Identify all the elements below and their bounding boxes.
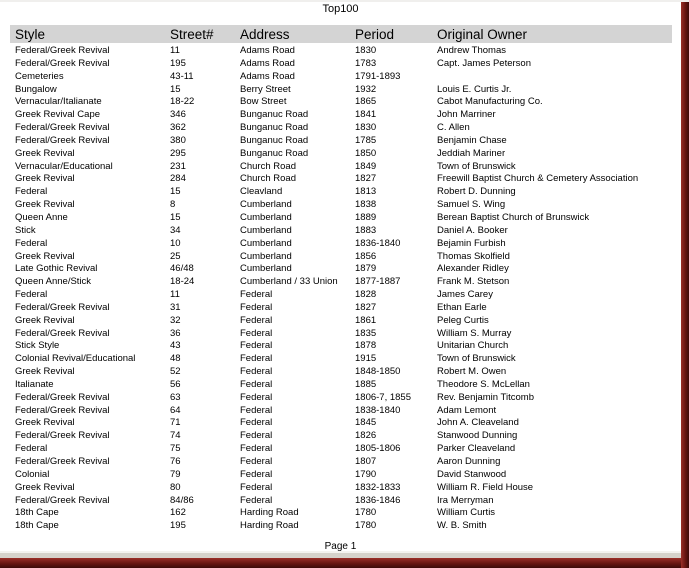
table-row <box>0 302 681 315</box>
cell-period: 1838-1840 <box>355 404 401 416</box>
table-row <box>0 45 681 58</box>
cell-period: 1836-1846 <box>355 494 401 506</box>
cell-period: 1883 <box>355 224 377 236</box>
cell-address: Federal <box>240 378 273 390</box>
cell-style: Queen Anne <box>15 211 68 223</box>
table-row <box>0 379 681 392</box>
cell-street-number: 18-22 <box>170 96 195 108</box>
cell-street-number: 74 <box>170 430 181 442</box>
cell-period: 1845 <box>355 417 377 429</box>
cell-style: Federal/Greek Revival <box>15 430 110 442</box>
cell-period: 1827 <box>355 173 377 185</box>
cell-style: Stick Style <box>15 340 60 352</box>
cell-original-owner: Aaron Dunning <box>437 456 501 467</box>
cell-original-owner: Samuel S. Wing <box>437 199 506 211</box>
cell-period: 1827 <box>355 301 377 313</box>
cell-style: Greek Revival Cape <box>15 109 101 121</box>
cell-period: 1780 <box>355 520 377 532</box>
cell-street-number: 380 <box>170 134 186 146</box>
cell-address: Federal <box>240 366 273 378</box>
cell-style: Colonial <box>15 468 50 480</box>
cell-style: Federal <box>15 186 48 198</box>
cell-original-owner: Ira Merryman <box>437 494 494 506</box>
cell-address: Federal <box>240 456 273 467</box>
table-row <box>0 148 681 161</box>
cell-style: Federal/Greek Revival <box>15 391 110 403</box>
cell-original-owner: Benjamin Chase <box>437 134 507 146</box>
cell-period: 1791-1893 <box>355 70 401 82</box>
cell-period: 1826 <box>355 430 377 442</box>
cell-original-owner: Cabot Manufacturing Co. <box>437 96 543 108</box>
cell-address: Cumberland <box>240 199 292 211</box>
table-row <box>0 353 681 366</box>
cell-style: Federal <box>15 443 48 455</box>
cell-original-owner: Town of Brunswick <box>437 160 516 172</box>
cell-style: 18th Cape <box>15 507 59 519</box>
window-top-edge <box>0 0 689 2</box>
cell-address: Cleavland <box>240 186 283 198</box>
cell-address: Federal <box>240 468 273 480</box>
table-row <box>0 135 681 148</box>
cell-period: 1877-1887 <box>355 276 401 288</box>
cell-style: Federal/Greek Revival <box>15 57 110 69</box>
table-row <box>0 328 681 341</box>
cell-period: 1879 <box>355 263 377 275</box>
cell-period: 1828 <box>355 289 377 301</box>
cell-address: Cumberland <box>240 263 292 275</box>
cell-address: Cumberland <box>240 250 292 262</box>
cell-original-owner: C. Allen <box>437 122 470 134</box>
table-row <box>0 225 681 238</box>
cell-style: 18th Cape <box>15 520 59 532</box>
cell-period: 1830 <box>355 45 377 56</box>
cell-original-owner: William S. Murray <box>437 327 512 339</box>
cell-style: Federal/Greek Revival <box>15 404 110 416</box>
cell-original-owner <box>437 71 681 84</box>
cell-street-number: 231 <box>170 160 186 172</box>
cell-style: Italianate <box>15 378 54 390</box>
table-row <box>0 212 681 225</box>
cell-address: Federal <box>240 417 273 429</box>
cell-street-number: 8 <box>170 199 176 211</box>
table-row <box>0 507 681 520</box>
cell-period: 1832-1833 <box>355 481 401 493</box>
cell-style: Greek Revival <box>15 417 75 429</box>
cell-original-owner: Bejamin Furbish <box>437 237 506 249</box>
cell-street-number: 10 <box>170 237 181 249</box>
cell-original-owner: Jeddiah Mariner <box>437 147 506 159</box>
cell-original-owner: William R. Field House <box>437 481 534 493</box>
cell-address: Bunganuc Road <box>240 134 309 146</box>
table-row <box>0 96 681 109</box>
cell-style: Vernacular/Educational <box>15 160 113 172</box>
table-header <box>10 25 672 43</box>
cell-street-number: 362 <box>170 122 186 134</box>
cell-address: Federal <box>240 314 273 326</box>
cell-street-number: 162 <box>170 507 186 519</box>
cell-street-number: 79 <box>170 468 181 480</box>
cell-street-number: 11 <box>170 289 180 301</box>
table-row <box>0 276 681 289</box>
table-row <box>0 161 681 174</box>
cell-street-number: 195 <box>170 57 186 69</box>
cell-address: Cumberland <box>240 211 292 223</box>
table-row <box>0 58 681 71</box>
cell-address: Federal <box>240 443 273 455</box>
cell-style: Bungalow <box>15 83 57 95</box>
cell-address: Federal <box>240 391 273 403</box>
cell-street-number: 76 <box>170 456 181 467</box>
cell-period: 1889 <box>355 211 377 223</box>
cell-street-number: 25 <box>170 250 181 262</box>
table-row <box>0 469 681 482</box>
table-row <box>0 173 681 186</box>
cell-period: 1865 <box>355 96 377 108</box>
cell-period: 1790 <box>355 468 377 480</box>
cell-style: Colonial Revival/Educational <box>15 353 136 365</box>
cell-address: Bunganuc Road <box>240 109 309 121</box>
cell-street-number: 295 <box>170 147 186 159</box>
cell-address: Church Road <box>240 160 296 172</box>
cell-address: Federal <box>240 404 273 416</box>
table-row <box>0 186 681 199</box>
cell-street-number: 346 <box>170 109 186 121</box>
table-row <box>0 289 681 302</box>
cell-original-owner: Rev. Benjamin Titcomb <box>437 391 534 403</box>
cell-period: 1841 <box>355 109 377 121</box>
cell-period: 1861 <box>355 314 377 326</box>
cell-street-number: 284 <box>170 173 186 185</box>
cell-original-owner: Alexander Ridley <box>437 263 509 275</box>
cell-style: Greek Revival <box>15 481 75 493</box>
table-row <box>0 315 681 328</box>
cell-street-number: 46/48 <box>170 263 194 275</box>
cell-period: 1849 <box>355 160 377 172</box>
cell-street-number: 32 <box>170 314 181 326</box>
cell-street-number: 43-11 <box>170 70 194 82</box>
cell-style: Greek Revival <box>15 199 75 211</box>
window-frame-bottom <box>0 558 689 568</box>
table-row <box>0 340 681 353</box>
cell-style: Cemeteries <box>15 70 64 82</box>
table-row <box>0 443 681 456</box>
cell-style: Greek Revival <box>15 147 75 159</box>
cell-period: 1813 <box>355 186 377 198</box>
cell-style: Federal <box>15 237 48 249</box>
table-row <box>0 71 681 84</box>
cell-original-owner: Robert D. Dunning <box>437 186 516 198</box>
window-frame-right <box>681 0 689 568</box>
cell-style: Federal/Greek Revival <box>15 327 110 339</box>
table-row <box>0 430 681 443</box>
cell-style: Federal/Greek Revival <box>15 45 110 56</box>
table-row <box>0 366 681 379</box>
cell-address: Harding Road <box>240 520 299 532</box>
cell-address: Adams Road <box>240 45 295 56</box>
cell-style: Greek Revival <box>15 314 75 326</box>
page-footer: Page 1 <box>324 541 357 551</box>
cell-street-number: 48 <box>170 353 181 365</box>
cell-address: Berry Street <box>240 83 291 95</box>
cell-style: Federal/Greek Revival <box>15 122 110 134</box>
cell-style: Federal/Greek Revival <box>15 301 110 313</box>
cell-street-number: 56 <box>170 378 181 390</box>
cell-original-owner: James Carey <box>437 289 493 301</box>
cell-address: Federal <box>240 327 273 339</box>
table-row <box>0 109 681 122</box>
cell-original-owner: W. B. Smith <box>437 520 487 532</box>
cell-address: Federal <box>240 301 273 313</box>
cell-original-owner: William Curtis <box>437 507 496 519</box>
cell-period: 1780 <box>355 507 377 519</box>
cell-street-number: 64 <box>170 404 181 416</box>
cell-original-owner: John Marriner <box>437 109 496 121</box>
table-row <box>0 199 681 212</box>
cell-address: Adams Road <box>240 57 295 69</box>
table-row <box>0 495 681 508</box>
cell-address: Federal <box>240 494 273 506</box>
table-row <box>0 456 681 469</box>
cell-original-owner: Daniel A. Booker <box>437 224 508 236</box>
table-row <box>0 482 681 495</box>
cell-original-owner: Frank M. Stetson <box>437 276 510 288</box>
cell-original-owner: Unitarian Church <box>437 340 509 352</box>
cell-street-number: 15 <box>170 83 181 95</box>
cell-address: Church Road <box>240 173 296 185</box>
cell-style: Greek Revival <box>15 250 75 262</box>
cell-style: Greek Revival <box>15 366 75 378</box>
table-body <box>0 45 681 533</box>
cell-period: 1830 <box>355 122 377 134</box>
column-header-period: Period <box>355 26 395 42</box>
column-header-address: Address <box>240 26 290 42</box>
cell-street-number: 75 <box>170 443 181 455</box>
table-row <box>0 84 681 97</box>
cell-address: Federal <box>240 289 273 301</box>
cell-period: 1785 <box>355 134 377 146</box>
cell-street-number: 84/86 <box>170 494 194 506</box>
cell-original-owner: Parker Cleaveland <box>437 443 516 455</box>
cell-period: 1848-1850 <box>355 366 401 378</box>
cell-street-number: 15 <box>170 186 181 198</box>
cell-style: Federal/Greek Revival <box>15 494 110 506</box>
cell-street-number: 43 <box>170 340 181 352</box>
cell-style: Stick <box>15 224 36 236</box>
cell-style: Queen Anne/Stick <box>15 276 92 288</box>
cell-address: Bunganuc Road <box>240 147 309 159</box>
cell-street-number: 71 <box>170 417 181 429</box>
cell-original-owner: John A. Cleaveland <box>437 417 519 429</box>
cell-address: Federal <box>240 481 273 493</box>
cell-style: Federal/Greek Revival <box>15 134 110 146</box>
cell-address: Federal <box>240 353 273 365</box>
cell-street-number: 63 <box>170 391 181 403</box>
cell-address: Bow Street <box>240 96 287 108</box>
cell-period: 1805-1806 <box>355 443 401 455</box>
cell-address: Harding Road <box>240 507 299 519</box>
cell-street-number: 15 <box>170 211 181 223</box>
cell-address: Cumberland <box>240 237 292 249</box>
table-row <box>0 122 681 135</box>
cell-period: 1838 <box>355 199 377 211</box>
cell-period: 1850 <box>355 147 377 159</box>
cell-original-owner: Andrew Thomas <box>437 45 506 56</box>
cell-original-owner: Adam Lemont <box>437 404 497 416</box>
cell-address: Federal <box>240 430 273 442</box>
table-row <box>0 417 681 430</box>
table-row <box>0 405 681 418</box>
report-title: Top100 <box>322 3 359 15</box>
table-row <box>0 251 681 264</box>
cell-period: 1783 <box>355 57 377 69</box>
cell-street-number: 31 <box>170 301 181 313</box>
cell-period: 1806-7, 1855 <box>355 391 411 403</box>
cell-original-owner: Peleg Curtis <box>437 314 489 326</box>
cell-address: Adams Road <box>240 70 295 82</box>
cell-street-number: 195 <box>170 520 186 532</box>
cell-original-owner: Capt. James Peterson <box>437 57 531 69</box>
cell-original-owner: David Stanwood <box>437 468 507 480</box>
column-header-street-number: Street# <box>170 26 214 42</box>
horizontal-scrollbar[interactable] <box>0 551 681 558</box>
table-row <box>0 263 681 276</box>
cell-period: 1856 <box>355 250 377 262</box>
cell-original-owner: Louis E. Curtis Jr. <box>437 83 512 95</box>
table-row <box>0 238 681 251</box>
cell-street-number: 11 <box>170 45 180 56</box>
cell-street-number: 80 <box>170 481 181 493</box>
cell-period: 1878 <box>355 340 377 352</box>
cell-original-owner: Berean Baptist Church of Brunswick <box>437 211 590 223</box>
cell-period: 1836-1840 <box>355 237 401 249</box>
cell-style: Late Gothic Revival <box>15 263 98 275</box>
cell-original-owner: Freewill Baptist Church & Cemetery Association <box>437 173 639 185</box>
cell-street-number: 18-24 <box>170 276 195 288</box>
cell-street-number: 34 <box>170 224 181 236</box>
cell-style: Vernacular/Italianate <box>15 96 102 108</box>
cell-period: 1915 <box>355 353 377 365</box>
column-header-style: Style <box>15 26 46 42</box>
cell-original-owner: Theodore S. McLellan <box>437 378 530 390</box>
table-row <box>0 520 681 533</box>
cell-style: Federal <box>15 289 48 301</box>
cell-address: Federal <box>240 340 273 352</box>
column-header-original-owner: Original Owner <box>437 26 528 42</box>
cell-period: 1932 <box>355 83 377 95</box>
table-row <box>0 392 681 405</box>
cell-period: 1835 <box>355 327 377 339</box>
cell-original-owner: Thomas Skolfield <box>437 250 510 262</box>
cell-address: Bunganuc Road <box>240 122 309 134</box>
cell-period: 1807 <box>355 456 377 467</box>
cell-address: Cumberland <box>240 224 292 236</box>
cell-period: 1885 <box>355 378 377 390</box>
cell-street-number: 36 <box>170 327 181 339</box>
cell-original-owner: Stanwood Dunning <box>437 430 518 442</box>
cell-style: Federal/Greek Revival <box>15 456 110 467</box>
cell-original-owner: Robert M. Owen <box>437 366 507 378</box>
cell-original-owner: Town of Brunswick <box>437 353 516 365</box>
cell-street-number: 52 <box>170 366 181 378</box>
cell-original-owner: Ethan Earle <box>437 301 487 313</box>
cell-style: Greek Revival <box>15 173 75 185</box>
cell-address: Cumberland / 33 Union <box>240 276 338 288</box>
